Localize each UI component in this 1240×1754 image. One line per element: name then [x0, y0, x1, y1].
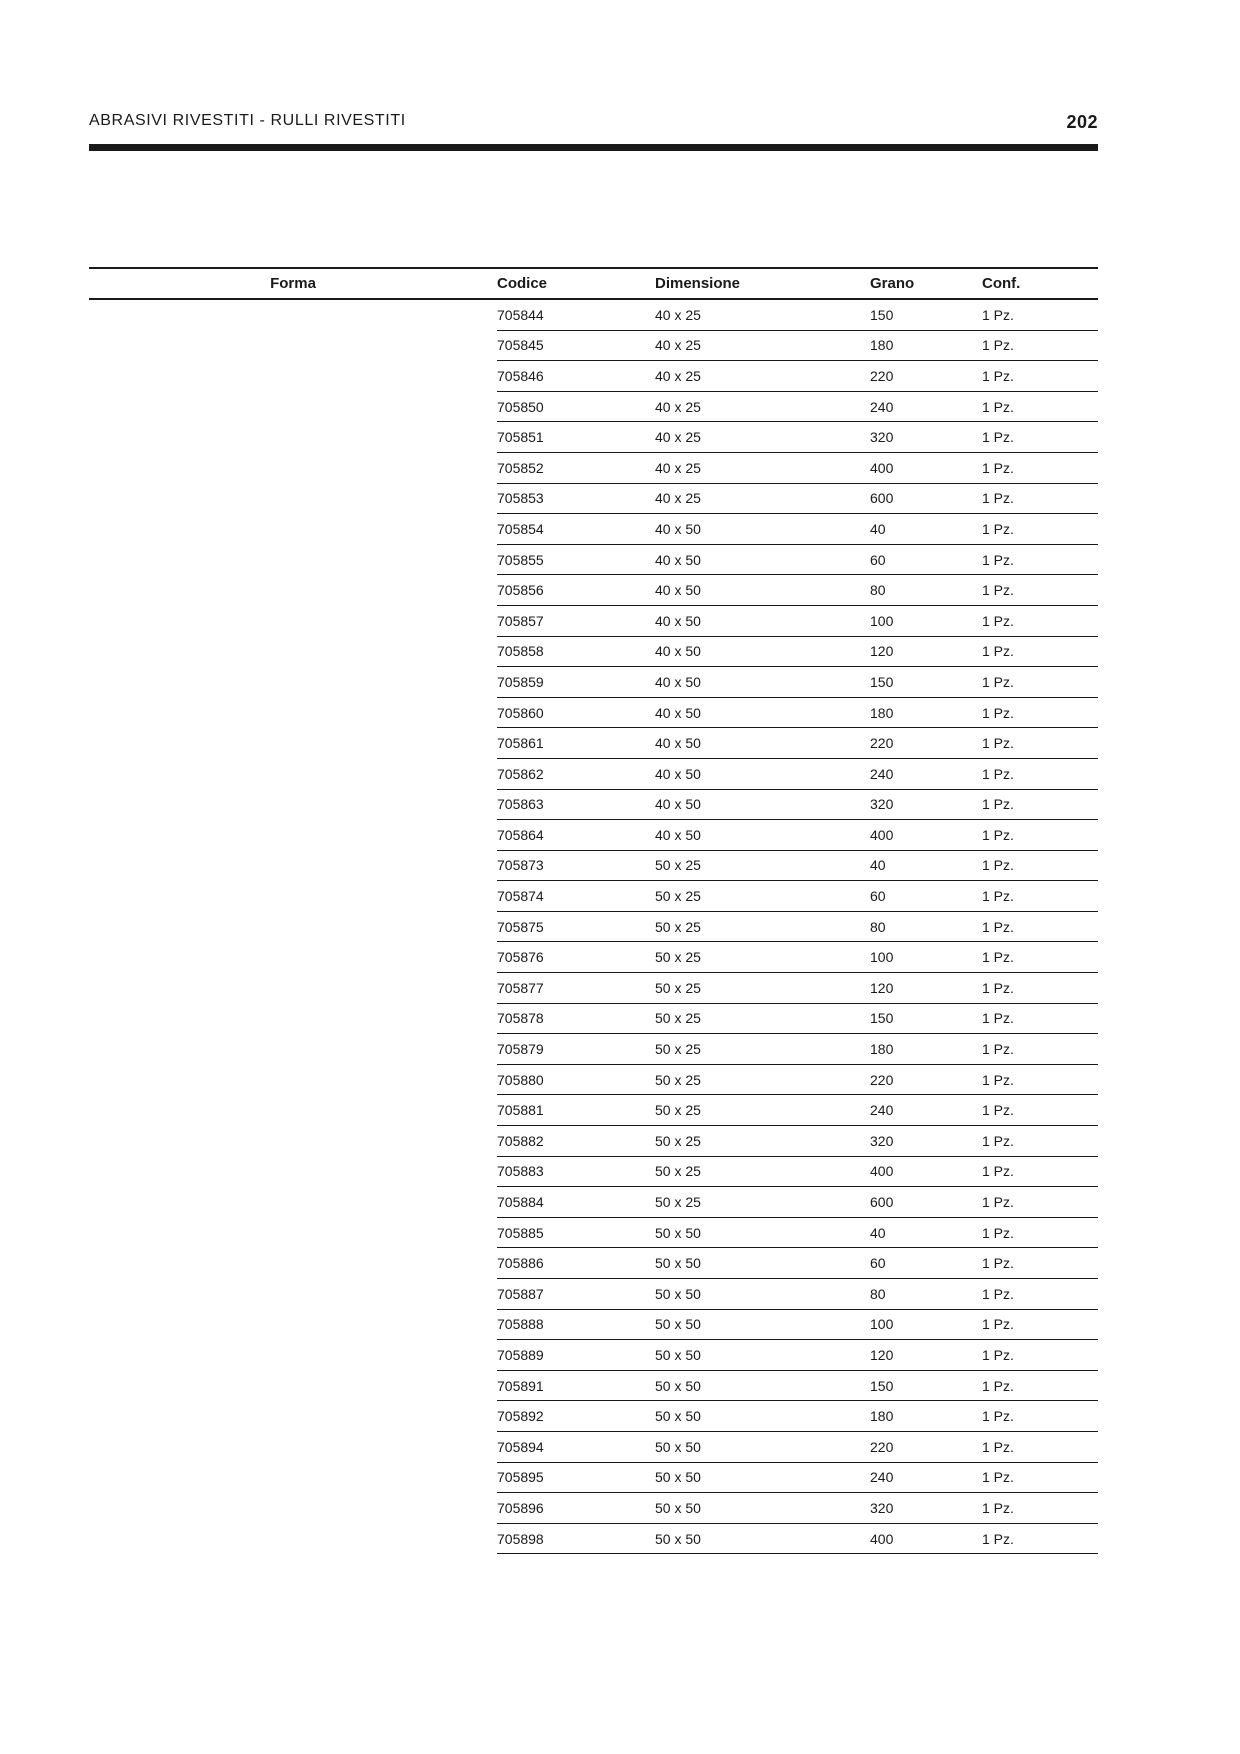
cell-dimensione: 40 x 50	[655, 605, 870, 636]
cell-conf: 1 Pz.	[982, 1064, 1098, 1095]
cell-grano: 60	[870, 881, 982, 912]
cell-conf: 1 Pz.	[982, 1523, 1098, 1554]
cell-grano: 240	[870, 1095, 982, 1126]
cell-dimensione: 50 x 25	[655, 1064, 870, 1095]
cell-dimensione: 50 x 25	[655, 1003, 870, 1034]
cell-codice: 705851	[497, 422, 655, 453]
cell-grano: 180	[870, 1401, 982, 1432]
cell-codice: 705892	[497, 1401, 655, 1432]
cell-conf: 1 Pz.	[982, 391, 1098, 422]
cell-dimensione: 50 x 50	[655, 1431, 870, 1462]
product-table	[89, 267, 1098, 1554]
cell-codice: 705895	[497, 1462, 655, 1493]
cell-codice: 705864	[497, 820, 655, 851]
forma-cell	[89, 299, 497, 1554]
cell-conf: 1 Pz.	[982, 636, 1098, 667]
cell-grano: 100	[870, 1309, 982, 1340]
cell-conf: 1 Pz.	[982, 1431, 1098, 1462]
cell-codice: 705878	[497, 1003, 655, 1034]
cell-codice: 705880	[497, 1064, 655, 1095]
cell-grano: 80	[870, 1279, 982, 1310]
cell-dimensione: 50 x 50	[655, 1493, 870, 1524]
cell-grano: 120	[870, 636, 982, 667]
cell-grano: 150	[870, 1370, 982, 1401]
cell-conf: 1 Pz.	[982, 1279, 1098, 1310]
cell-grano: 240	[870, 391, 982, 422]
cell-conf: 1 Pz.	[982, 758, 1098, 789]
cell-dimensione: 50 x 25	[655, 850, 870, 881]
cell-grano: 180	[870, 697, 982, 728]
cell-dimensione: 40 x 50	[655, 820, 870, 851]
cell-grano: 400	[870, 1523, 982, 1554]
cell-dimensione: 50 x 50	[655, 1340, 870, 1371]
column-header-forma: Forma	[89, 268, 497, 299]
cell-grano: 150	[870, 299, 982, 330]
cell-grano: 60	[870, 1248, 982, 1279]
cell-conf: 1 Pz.	[982, 1187, 1098, 1218]
cell-grano: 150	[870, 1003, 982, 1034]
cell-codice: 705876	[497, 942, 655, 973]
cell-grano: 400	[870, 820, 982, 851]
cell-dimensione: 40 x 25	[655, 391, 870, 422]
cell-dimensione: 40 x 50	[655, 789, 870, 820]
cell-conf: 1 Pz.	[982, 1309, 1098, 1340]
cell-conf: 1 Pz.	[982, 575, 1098, 606]
cell-dimensione: 50 x 25	[655, 1187, 870, 1218]
cell-codice: 705853	[497, 483, 655, 514]
cell-grano: 120	[870, 973, 982, 1004]
table-header-row	[89, 268, 1098, 299]
cell-conf: 1 Pz.	[982, 544, 1098, 575]
cell-conf: 1 Pz.	[982, 697, 1098, 728]
cell-dimensione: 40 x 50	[655, 697, 870, 728]
cell-grano: 100	[870, 605, 982, 636]
section-title: ABRASIVI RIVESTITI - RULLI RIVESTITI	[89, 112, 406, 129]
cell-codice: 705896	[497, 1493, 655, 1524]
cell-dimensione: 50 x 50	[655, 1309, 870, 1340]
cell-codice: 705855	[497, 544, 655, 575]
cell-conf: 1 Pz.	[982, 1340, 1098, 1371]
cell-conf: 1 Pz.	[982, 299, 1098, 330]
cell-grano: 80	[870, 911, 982, 942]
cell-codice: 705882	[497, 1126, 655, 1157]
cell-dimensione: 40 x 25	[655, 299, 870, 330]
cell-dimensione: 40 x 50	[655, 758, 870, 789]
cell-dimensione: 50 x 25	[655, 973, 870, 1004]
cell-codice: 705884	[497, 1187, 655, 1218]
cell-codice: 705863	[497, 789, 655, 820]
cell-codice: 705879	[497, 1034, 655, 1065]
cell-dimensione: 50 x 25	[655, 1126, 870, 1157]
cell-conf: 1 Pz.	[982, 1401, 1098, 1432]
cell-conf: 1 Pz.	[982, 605, 1098, 636]
cell-grano: 40	[870, 1217, 982, 1248]
cell-codice: 705845	[497, 330, 655, 361]
cell-dimensione: 40 x 25	[655, 361, 870, 392]
cell-dimensione: 40 x 25	[655, 452, 870, 483]
cell-grano: 40	[870, 514, 982, 545]
column-header-dimensione: Dimensione	[655, 268, 870, 299]
cell-grano: 150	[870, 667, 982, 698]
cell-dimensione: 50 x 25	[655, 911, 870, 942]
cell-dimensione: 50 x 50	[655, 1248, 870, 1279]
cell-conf: 1 Pz.	[982, 911, 1098, 942]
cell-grano: 600	[870, 483, 982, 514]
cell-grano: 320	[870, 1493, 982, 1524]
cell-dimensione: 40 x 25	[655, 422, 870, 453]
cell-codice: 705857	[497, 605, 655, 636]
cell-codice: 705888	[497, 1309, 655, 1340]
cell-dimensione: 40 x 25	[655, 330, 870, 361]
cell-conf: 1 Pz.	[982, 330, 1098, 361]
cell-dimensione: 50 x 50	[655, 1523, 870, 1554]
cell-conf: 1 Pz.	[982, 881, 1098, 912]
cell-dimensione: 50 x 25	[655, 942, 870, 973]
header-rule	[89, 144, 1098, 151]
cell-grano: 220	[870, 1431, 982, 1462]
cell-dimensione: 40 x 50	[655, 575, 870, 606]
cell-codice: 705860	[497, 697, 655, 728]
cell-conf: 1 Pz.	[982, 667, 1098, 698]
cell-codice: 705894	[497, 1431, 655, 1462]
cell-grano: 80	[870, 575, 982, 606]
cell-codice: 705861	[497, 728, 655, 759]
cell-conf: 1 Pz.	[982, 1217, 1098, 1248]
cell-conf: 1 Pz.	[982, 942, 1098, 973]
cell-codice: 705846	[497, 361, 655, 392]
cell-grano: 60	[870, 544, 982, 575]
cell-conf: 1 Pz.	[982, 422, 1098, 453]
cell-codice: 705891	[497, 1370, 655, 1401]
cell-grano: 220	[870, 1064, 982, 1095]
cell-conf: 1 Pz.	[982, 973, 1098, 1004]
cell-grano: 240	[870, 758, 982, 789]
cell-grano: 400	[870, 1156, 982, 1187]
table-row	[89, 299, 1098, 330]
cell-grano: 120	[870, 1340, 982, 1371]
cell-dimensione: 50 x 25	[655, 881, 870, 912]
cell-dimensione: 40 x 50	[655, 728, 870, 759]
cell-codice: 705844	[497, 299, 655, 330]
cell-conf: 1 Pz.	[982, 728, 1098, 759]
cell-grano: 320	[870, 422, 982, 453]
cell-dimensione: 40 x 50	[655, 544, 870, 575]
cell-grano: 320	[870, 789, 982, 820]
cell-codice: 705850	[497, 391, 655, 422]
cell-codice: 705885	[497, 1217, 655, 1248]
cell-grano: 40	[870, 850, 982, 881]
cell-grano: 320	[870, 1126, 982, 1157]
cell-dimensione: 40 x 50	[655, 636, 870, 667]
cell-conf: 1 Pz.	[982, 1248, 1098, 1279]
cell-codice: 705881	[497, 1095, 655, 1126]
cell-conf: 1 Pz.	[982, 1003, 1098, 1034]
cell-conf: 1 Pz.	[982, 789, 1098, 820]
cell-grano: 220	[870, 728, 982, 759]
cell-conf: 1 Pz.	[982, 1156, 1098, 1187]
cell-conf: 1 Pz.	[982, 361, 1098, 392]
column-header-grano: Grano	[870, 268, 982, 299]
cell-grano: 600	[870, 1187, 982, 1218]
cell-codice: 705862	[497, 758, 655, 789]
cell-dimensione: 40 x 50	[655, 514, 870, 545]
cell-codice: 705889	[497, 1340, 655, 1371]
cell-conf: 1 Pz.	[982, 1126, 1098, 1157]
cell-conf: 1 Pz.	[982, 1095, 1098, 1126]
cell-dimensione: 50 x 50	[655, 1462, 870, 1493]
product-table-container	[89, 267, 1098, 1554]
cell-grano: 220	[870, 361, 982, 392]
cell-grano: 400	[870, 452, 982, 483]
cell-conf: 1 Pz.	[982, 1370, 1098, 1401]
cell-conf: 1 Pz.	[982, 452, 1098, 483]
cell-codice: 705859	[497, 667, 655, 698]
cell-codice: 705874	[497, 881, 655, 912]
cell-dimensione: 40 x 50	[655, 667, 870, 698]
cell-codice: 705877	[497, 973, 655, 1004]
cell-conf: 1 Pz.	[982, 850, 1098, 881]
cell-conf: 1 Pz.	[982, 820, 1098, 851]
cell-codice: 705875	[497, 911, 655, 942]
cell-grano: 180	[870, 1034, 982, 1065]
cell-codice: 705883	[497, 1156, 655, 1187]
cell-codice: 705887	[497, 1279, 655, 1310]
cell-dimensione: 50 x 50	[655, 1279, 870, 1310]
cell-grano: 100	[870, 942, 982, 973]
cell-codice: 705852	[497, 452, 655, 483]
cell-conf: 1 Pz.	[982, 1034, 1098, 1065]
cell-conf: 1 Pz.	[982, 514, 1098, 545]
cell-dimensione: 50 x 25	[655, 1095, 870, 1126]
cell-codice: 705873	[497, 850, 655, 881]
column-header-conf: Conf.	[982, 268, 1098, 299]
cell-dimensione: 40 x 25	[655, 483, 870, 514]
cell-conf: 1 Pz.	[982, 1493, 1098, 1524]
cell-dimensione: 50 x 50	[655, 1370, 870, 1401]
page-number: 202	[1066, 112, 1098, 132]
cell-codice: 705856	[497, 575, 655, 606]
cell-codice: 705854	[497, 514, 655, 545]
cell-grano: 240	[870, 1462, 982, 1493]
cell-codice: 705898	[497, 1523, 655, 1554]
cell-dimensione: 50 x 50	[655, 1217, 870, 1248]
cell-codice: 705858	[497, 636, 655, 667]
cell-dimensione: 50 x 50	[655, 1401, 870, 1432]
table-body	[89, 299, 1098, 1554]
column-header-codice: Codice	[497, 268, 655, 299]
page-header	[89, 112, 1098, 132]
cell-codice: 705886	[497, 1248, 655, 1279]
cell-conf: 1 Pz.	[982, 1462, 1098, 1493]
cell-grano: 180	[870, 330, 982, 361]
cell-conf: 1 Pz.	[982, 483, 1098, 514]
cell-dimensione: 50 x 25	[655, 1156, 870, 1187]
cell-dimensione: 50 x 25	[655, 1034, 870, 1065]
